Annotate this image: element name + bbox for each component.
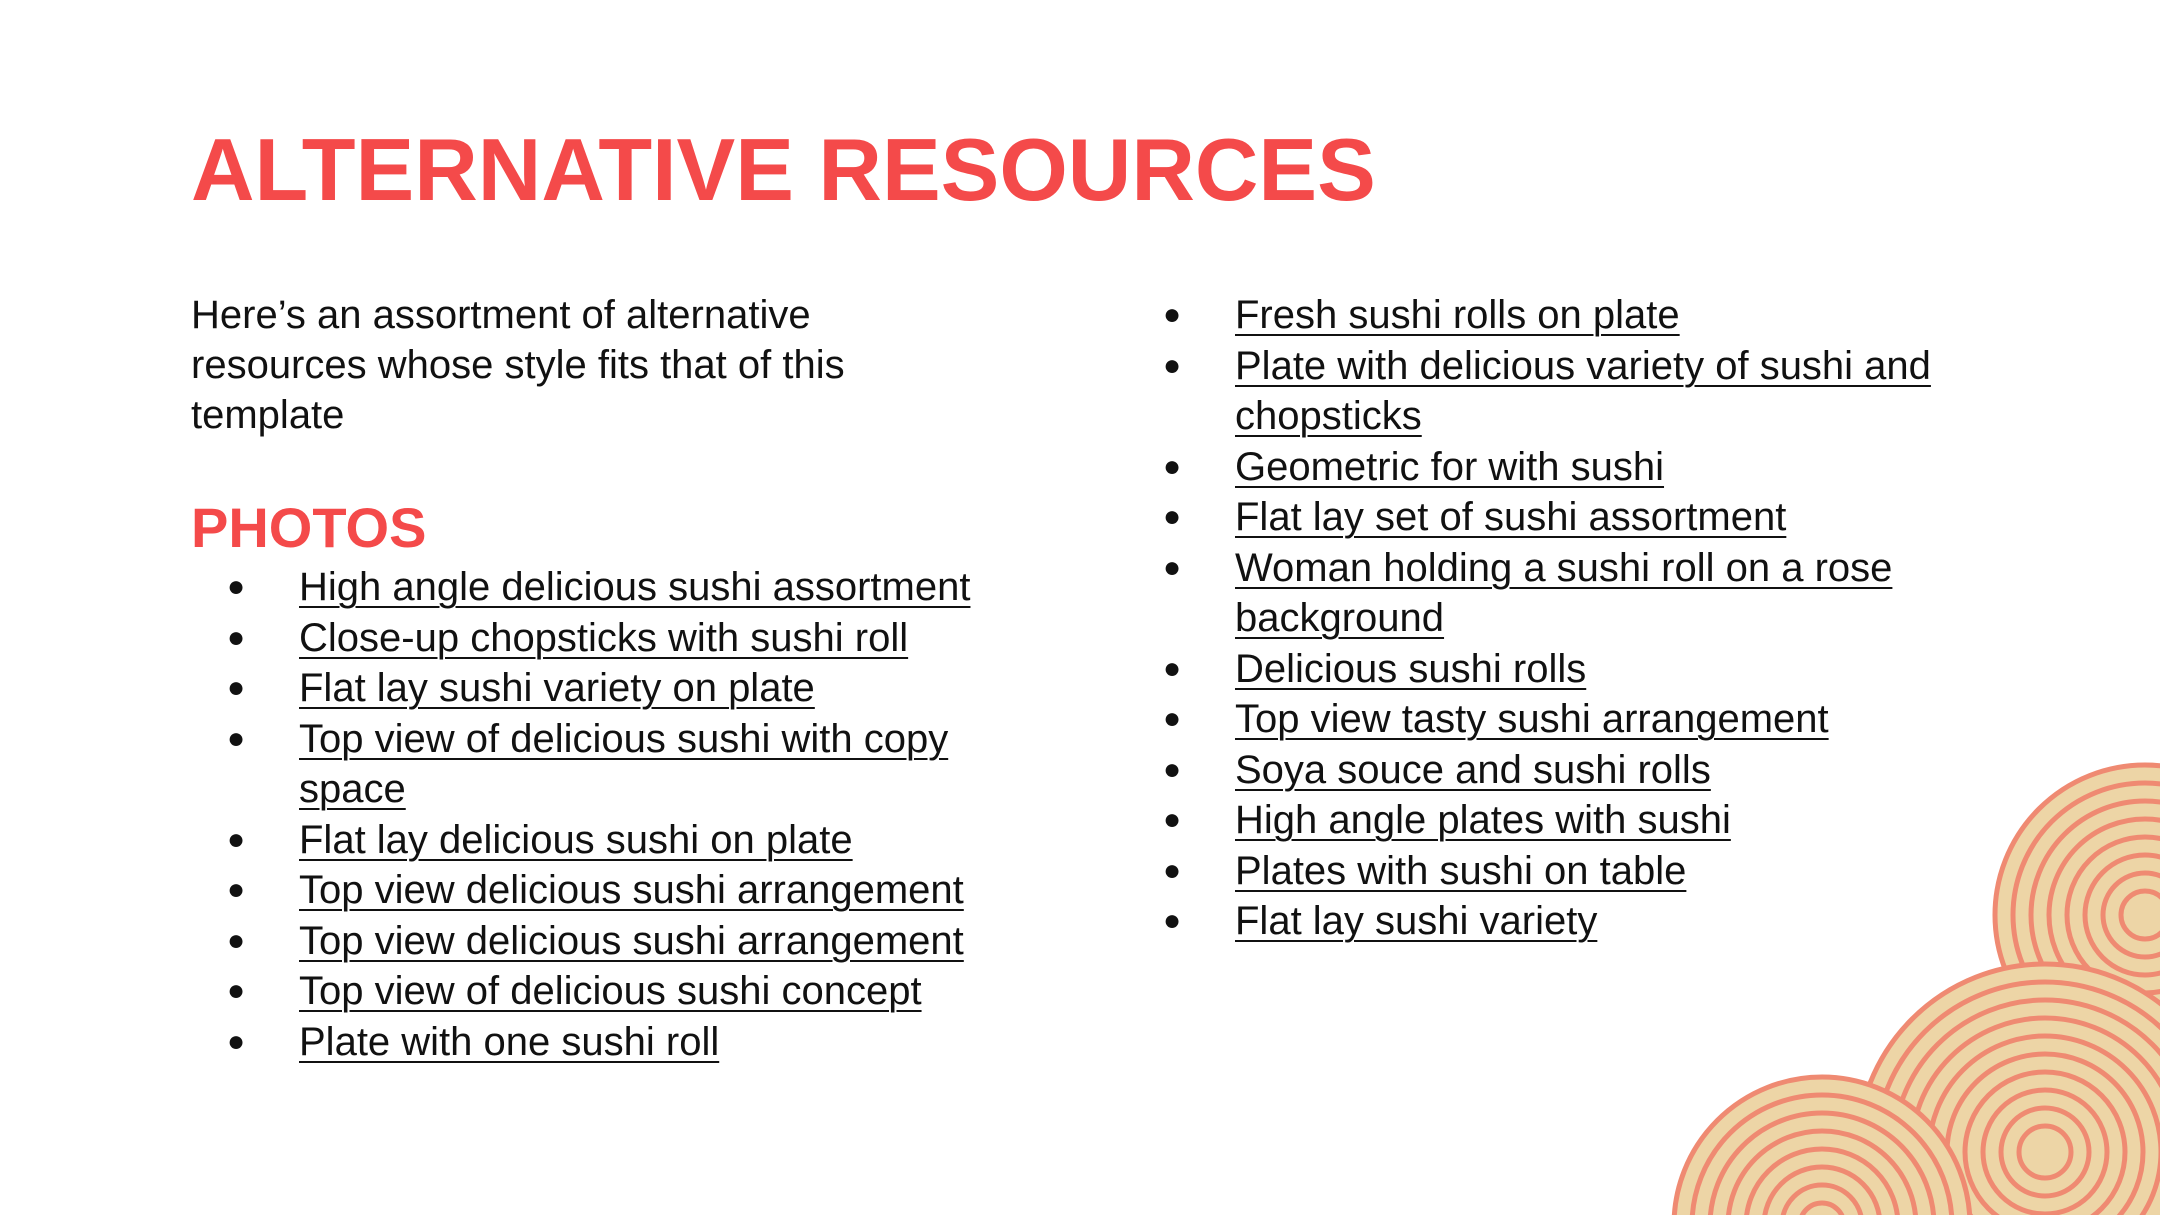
- resource-link[interactable]: Plates with sushi on table: [1235, 848, 1687, 893]
- list-item: [191, 865, 1059, 916]
- resource-link[interactable]: Plate with one sushi roll: [299, 1019, 720, 1064]
- circle-fill: [1857, 964, 2160, 1215]
- left-column: [191, 290, 1051, 1067]
- resource-link[interactable]: Top view delicious sushi arrangement: [299, 918, 964, 963]
- bullet-icon: ●: [1163, 348, 1182, 382]
- bullet-icon: ●: [1163, 298, 1182, 331]
- circle-ring: [1947, 1054, 2143, 1215]
- bullet-icon: ●: [227, 822, 246, 856]
- circle-ring: [1911, 1018, 2160, 1215]
- bullet-icon: ●: [227, 570, 246, 603]
- resource-link[interactable]: Close-up chopsticks with sushi roll: [299, 615, 909, 660]
- list-item: [191, 916, 1059, 967]
- circle-bottom-left: [1674, 1077, 1970, 1215]
- resource-link[interactable]: High angle delicious sushi assortment: [299, 565, 971, 609]
- photos-heading: PHOTOS: [191, 496, 427, 559]
- bullet-icon: ●: [227, 974, 246, 1007]
- bullet-icon: ●: [1163, 651, 1182, 685]
- circle-ring: [2085, 855, 2160, 975]
- circle-ring: [1728, 1131, 1916, 1215]
- resource-link[interactable]: Top view delicious sushi arrangement: [299, 868, 964, 912]
- resource-link[interactable]: Plate with delicious variety of sushi and chopsticks: [1235, 343, 1931, 438]
- bullet-icon: ●: [227, 923, 246, 957]
- page-title: ALTERNATIVE RESOURCES: [191, 120, 1376, 219]
- resource-link[interactable]: Top view of delicious sushi concept: [299, 969, 922, 1013]
- list-item: [191, 966, 1059, 1017]
- resource-link[interactable]: Soya souce and sushi rolls: [1235, 747, 1711, 792]
- list-item: [1127, 745, 2095, 796]
- bullet-icon: ●: [1163, 904, 1182, 937]
- bullet-icon: ●: [227, 721, 246, 755]
- circle-ring: [2019, 1126, 2071, 1178]
- list-item: [191, 613, 1059, 664]
- list-item: [1127, 694, 2095, 745]
- resource-link[interactable]: Flat lay sushi variety: [1235, 899, 1598, 943]
- bullet-icon: ●: [1163, 449, 1182, 483]
- bullet-icon: ●: [227, 620, 246, 654]
- resource-link[interactable]: Top view tasty sushi arrangement: [1235, 697, 1829, 741]
- list-item: [191, 714, 1059, 815]
- list-item: [1127, 543, 2095, 644]
- list-item: [1127, 795, 2095, 846]
- resource-link[interactable]: Flat lay sushi variety on plate: [299, 666, 815, 710]
- circle-ring: [1875, 982, 2160, 1215]
- circle-ring: [1893, 1000, 2160, 1215]
- circle-ring: [1965, 1072, 2125, 1215]
- resource-link[interactable]: Woman holding a sushi roll on a rose background: [1235, 545, 1893, 640]
- list-item: [191, 1017, 1059, 1068]
- circle-ring: [1692, 1095, 1952, 1215]
- list-item: [1127, 644, 2095, 695]
- intro-text: Here’s an assortment of alternative resources whose style fits that of this template: [191, 293, 845, 437]
- list-item: [1127, 341, 2095, 442]
- list-item: [191, 663, 1059, 714]
- list-item: [1127, 442, 2095, 493]
- bullet-icon: ●: [1163, 803, 1182, 836]
- circle-middle: [1857, 964, 2160, 1215]
- bullet-icon: ●: [1163, 702, 1182, 735]
- resource-link[interactable]: Flat lay delicious sushi on plate: [299, 817, 853, 862]
- circle-ring: [2001, 1108, 2089, 1196]
- circle-ring: [1764, 1167, 1880, 1215]
- circle-ring: [1983, 1090, 2107, 1214]
- right-column: [1127, 290, 2087, 947]
- resource-link[interactable]: Top view of delicious sushi with copy space: [299, 716, 949, 811]
- circle-ring: [1800, 1203, 1844, 1215]
- circle-ring: [2103, 873, 2160, 957]
- bullet-icon: ●: [1163, 853, 1182, 887]
- circle-fill: [1674, 1077, 1970, 1215]
- resource-link[interactable]: Fresh sushi rolls on plate: [1235, 293, 1680, 337]
- list-item: [1127, 492, 2095, 543]
- resource-link[interactable]: Flat lay set of sushi assortment: [1235, 495, 1787, 539]
- circle-ring: [1782, 1185, 1862, 1215]
- list-item: [1127, 846, 2095, 897]
- list-item: [1127, 896, 2095, 947]
- bullet-icon: ●: [227, 671, 246, 704]
- left-link-list: [191, 562, 1051, 1067]
- bullet-icon: ●: [1163, 500, 1182, 533]
- circle-ring: [1746, 1149, 1898, 1215]
- list-item: [191, 815, 1059, 866]
- resource-link[interactable]: Delicious sushi rolls: [1235, 646, 1587, 691]
- resource-link[interactable]: High angle plates with sushi: [1235, 798, 1731, 842]
- bullet-icon: ●: [227, 873, 246, 906]
- circle-ring: [2121, 891, 2160, 939]
- list-item: [1127, 290, 2095, 341]
- resource-link[interactable]: Geometric for with sushi: [1235, 444, 1665, 489]
- circle-ring: [1929, 1036, 2160, 1215]
- bullet-icon: ●: [1163, 550, 1182, 584]
- list-item: [191, 562, 1059, 613]
- bullet-icon: ●: [1163, 752, 1182, 786]
- circle-ring: [1710, 1113, 1934, 1215]
- bullet-icon: ●: [227, 1024, 246, 1058]
- right-link-list: [1127, 290, 2087, 947]
